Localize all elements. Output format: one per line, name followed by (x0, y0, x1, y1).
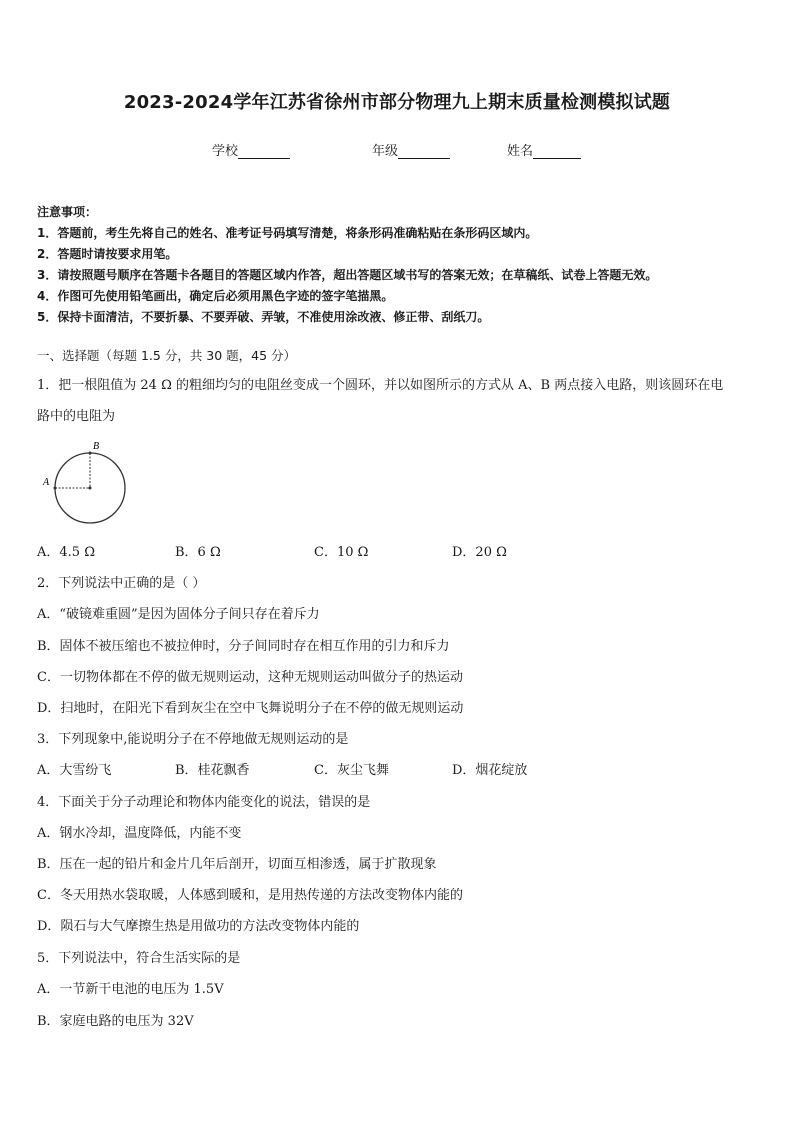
q1-option-b[interactable]: B．6 Ω (175, 545, 221, 560)
page-title: 2023-2024学年江苏省徐州市部分物理九上期末质量检测模拟试题 (123, 92, 671, 113)
q3-option-b[interactable]: B．桂花飘香 (175, 763, 250, 778)
notice-item: 4．作图可先使用铅笔画出，确定后必须用黑色字迹的签字笔描黑。 (37, 289, 394, 303)
name-label: 姓名 (507, 144, 534, 159)
ring-circuit-figure (37, 440, 137, 530)
q4-option-c[interactable]: C．冬天用热水袋取暖，人体感到暖和，是用热传递的方法改变物体内能的 (37, 888, 463, 903)
notice-item: 1．答题前，考生先将自己的姓名、准考证号码填写清楚，将条形码准确粘贴在条形码区域内。 (37, 226, 538, 240)
q2-option-a[interactable]: A．“破镜难重圆”是因为固体分子间只存在着斥力 (37, 607, 320, 622)
name-blank[interactable] (533, 144, 581, 159)
q3-option-a[interactable]: A．大雪纷飞 (37, 763, 112, 778)
q5-option-b[interactable]: B．家庭电路的电压为 32V (37, 1014, 194, 1029)
school-label: 学校 (212, 144, 239, 159)
q5-stem: 5．下列说法中，符合生活实际的是 (37, 951, 241, 966)
q1-option-a[interactable]: A．4.5 Ω (37, 545, 95, 560)
q1-options (37, 541, 757, 559)
q3-stem: 3．下列现象中,能说明分子在不停地做无规则运动的是 (37, 732, 349, 747)
q4-option-a[interactable]: A．钢水冷却，温度降低，内能不变 (37, 826, 242, 841)
point-b-dot (89, 452, 92, 455)
q4-stem: 4．下面关于分子动理论和物体内能变化的说法，错误的是 (37, 795, 371, 810)
notice-item: 3．请按照题号顺序在答题卡各题目的答题区域内作答，超出答题区域书写的答案无效；在草稿纸、试卷上答题无效。 (37, 268, 658, 282)
grade-field[interactable] (372, 140, 450, 159)
q3-option-d[interactable]: D．烟花绽放 (452, 763, 528, 778)
q2-stem: 2．下列说法中正确的是（ ） (37, 576, 206, 591)
grade-label: 年级 (372, 144, 399, 159)
q3-options (37, 759, 757, 777)
school-field[interactable] (212, 140, 290, 159)
notice-heading: 注意事项： (37, 205, 98, 219)
notice-item: 2．答题时请按要求用笔。 (37, 247, 178, 261)
q2-option-b[interactable]: B．固体不被压缩也不被拉伸时，分子间同时存在相互作用的引力和斥力 (37, 639, 450, 654)
section-title: 一、选择题（每题 1.5 分，共 30 题，45 分） (37, 348, 297, 363)
q5-option-a[interactable]: A．一节新干电池的电压为 1.5V (37, 982, 224, 997)
label-a: A (43, 477, 50, 488)
notice-item: 5．保持卡面清洁，不要折暴、不要弄破、弄皱，不准使用涂改液、修正带、刮纸刀。 (37, 310, 490, 324)
q1-option-d[interactable]: D．20 Ω (452, 545, 507, 560)
q1-option-c[interactable]: C．10 Ω (314, 545, 369, 560)
name-field[interactable] (507, 140, 581, 159)
center-dot (89, 487, 92, 490)
q1-stem: 1．把一根阻值为 24 Ω 的粗细均匀的电阻丝变成一个圆环，并以如图所示的方式从 A、B 两点接入电路，则该圆环在电 (37, 378, 724, 393)
q3-option-c[interactable]: C．灰尘飞舞 (314, 763, 389, 778)
q1-stem-cont: 路中的电阻为 (37, 409, 116, 424)
grade-blank[interactable] (398, 144, 450, 159)
school-blank[interactable] (238, 144, 290, 159)
q4-option-b[interactable]: B．压在一起的铅片和金片几年后剖开，切面互相渗透，属于扩散现象 (37, 857, 437, 872)
q4-option-d[interactable]: D．陨石与大气摩擦生热是用做功的方法改变物体内能的 (37, 919, 360, 934)
point-a-dot (54, 487, 57, 490)
label-b: B (93, 441, 100, 452)
q2-option-c[interactable]: C．一切物体都在不停的做无规则运动，这种无规则运动叫做分子的热运动 (37, 670, 463, 685)
notice-block (37, 202, 657, 328)
q2-option-d[interactable]: D．扫地时，在阳光下看到灰尘在空中飞舞说明分子在不停的做无规则运动 (37, 701, 464, 716)
